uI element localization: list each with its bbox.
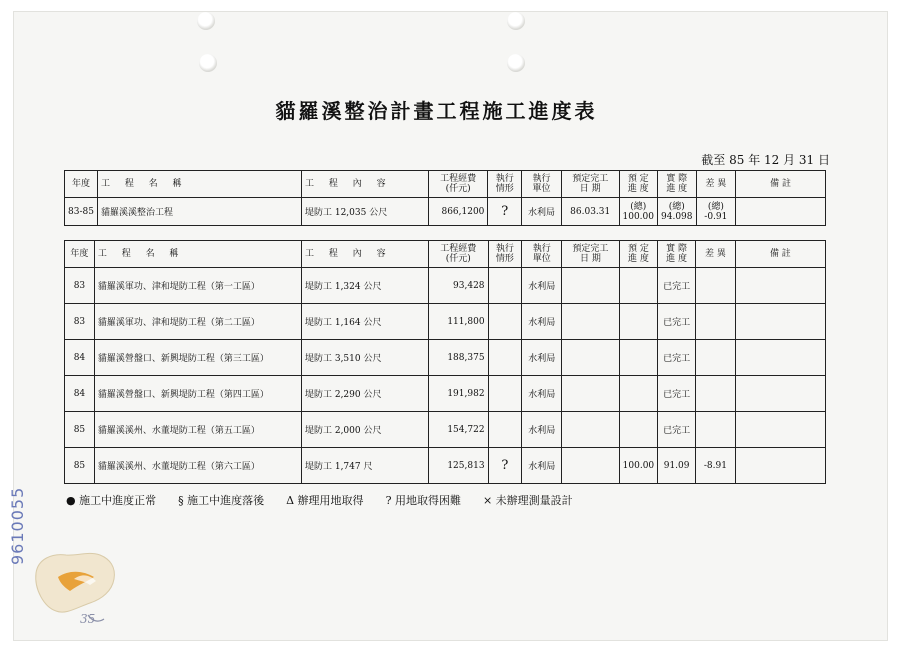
cell-content: 堤防工 1,164 公尺	[301, 304, 428, 340]
cell-budget: 191,982	[429, 376, 489, 412]
cell-budget: 154,722	[429, 412, 489, 448]
cell-year: 83-85	[65, 198, 98, 226]
header-diff: 差 異	[696, 241, 736, 268]
header-actual: 實 際 進 度	[658, 241, 696, 268]
cell-planned	[619, 340, 658, 376]
cell-year: 85	[65, 448, 95, 484]
cell-remark	[735, 268, 825, 304]
cell-diff	[696, 376, 736, 412]
cell-status	[488, 340, 522, 376]
cell-remark	[735, 304, 825, 340]
cell-content: 堤防工 3,510 公尺	[301, 340, 428, 376]
punch-hole	[197, 12, 215, 30]
header-budget: 工程經費 (仟元)	[429, 241, 489, 268]
cell-remark	[736, 198, 826, 226]
cell-actual: 已完工	[658, 268, 696, 304]
cell-unit: 水利局	[522, 412, 562, 448]
cell-due	[562, 448, 620, 484]
header-exec-unit: 執行 單位	[522, 171, 562, 198]
cell-status: ?	[488, 448, 522, 484]
cell-status	[488, 268, 522, 304]
table-row	[65, 304, 826, 340]
cell-due	[562, 412, 620, 448]
header-year: 年度	[65, 171, 98, 198]
header-exec-status: 執行 情形	[488, 241, 522, 268]
cell-budget: 111,800	[429, 304, 489, 340]
detail-rows	[65, 268, 826, 484]
table-row	[65, 340, 826, 376]
cell-name: 貓羅溪營盤口、新興堤防工程（第四工區）	[94, 376, 301, 412]
table-row	[65, 376, 826, 412]
cell-name: 貓羅溪溪州、水董堤防工程（第六工區）	[94, 448, 301, 484]
cell-diff	[696, 412, 736, 448]
summary-header-row	[65, 171, 826, 198]
cell-diff: -8.91	[696, 448, 736, 484]
cell-diff	[696, 268, 736, 304]
legend-item-no-survey: × 未辦理測量設計	[482, 494, 573, 507]
cell-diff	[696, 340, 736, 376]
cell-due	[562, 376, 620, 412]
cell-unit: 水利局	[522, 376, 562, 412]
cell-status	[488, 376, 522, 412]
cell-status	[488, 304, 522, 340]
header-name: 工 程 名 稱	[97, 171, 301, 198]
cell-year: 84	[65, 376, 95, 412]
cell-actual: 已完工	[658, 340, 696, 376]
cell-planned	[619, 412, 658, 448]
legend-item-land-acquisition: Δ 辦理用地取得	[286, 494, 364, 507]
table-row	[65, 412, 826, 448]
cell-due	[562, 340, 620, 376]
cell-content: 堤防工 12,035 公尺	[301, 198, 428, 226]
header-year: 年度	[65, 241, 95, 268]
cell-unit: 水利局	[522, 304, 562, 340]
cell-unit: 水利局	[522, 268, 562, 304]
cell-unit: 水利局	[522, 340, 562, 376]
header-content: 工 程 內 容	[301, 241, 428, 268]
cell-planned	[619, 268, 658, 304]
table-row	[65, 268, 826, 304]
cell-remark	[735, 340, 825, 376]
cell-unit: 水利局	[522, 448, 562, 484]
as-of-date: 截至 85 年 12 月 31 日	[701, 153, 830, 167]
cell-planned	[619, 304, 658, 340]
cell-budget: 93,428	[429, 268, 489, 304]
cell-content: 堤防工 1,747 尺	[301, 448, 428, 484]
summary-table	[64, 170, 826, 226]
header-remark: 備 註	[736, 171, 826, 198]
cell-content: 堤防工 1,324 公尺	[301, 268, 428, 304]
cell-remark	[735, 448, 825, 484]
cell-budget: 188,375	[429, 340, 489, 376]
cell-budget: 125,813	[429, 448, 489, 484]
cell-remark	[735, 376, 825, 412]
cell-name: 貓羅溪軍功、津和堤防工程（第二工區）	[94, 304, 301, 340]
document-title: 貓羅溪整治計畫工程施工進度表	[275, 99, 598, 123]
header-exec-unit: 執行 單位	[522, 241, 562, 268]
legend-item-land-difficulty: ? 用地取得困難	[385, 494, 461, 507]
cell-status	[488, 412, 522, 448]
cell-diff	[696, 304, 736, 340]
cell-due: 86.03.31	[561, 198, 619, 226]
archive-stamp-logo	[18, 515, 128, 640]
cell-year: 85	[65, 412, 95, 448]
cell-actual: 已完工	[658, 304, 696, 340]
punch-hole	[507, 12, 525, 30]
cell-remark	[735, 412, 825, 448]
punch-hole	[507, 54, 525, 72]
cell-name: 貓羅溪軍功、津和堤防工程（第一工區）	[94, 268, 301, 304]
cell-budget: 866,1200	[428, 198, 488, 226]
punch-hole	[199, 54, 217, 72]
handwritten-page-number: 35	[80, 612, 96, 626]
legend-item-normal: ● 施工中進度正常	[66, 494, 157, 507]
cell-name: 貓羅溪營盤口、新興堤防工程（第三工區）	[94, 340, 301, 376]
header-planned: 預 定 進 度	[619, 171, 658, 198]
legend-item-behind: § 施工中進度落後	[178, 494, 265, 507]
cell-status: ?	[488, 198, 522, 226]
cell-actual: 已完工	[658, 376, 696, 412]
cell-content: 堤防工 2,000 公尺	[301, 412, 428, 448]
header-remark: 備 註	[735, 241, 825, 268]
cell-actual: (總) 94.098	[658, 198, 697, 226]
summary-row	[65, 198, 826, 226]
cell-year: 84	[65, 340, 95, 376]
cell-name: 貓羅溪溪整治工程	[97, 198, 301, 226]
header-planned: 預 定 進 度	[619, 241, 658, 268]
header-due: 預定完工 日 期	[562, 241, 620, 268]
table-row	[65, 448, 826, 484]
archive-id: 9610055	[8, 486, 27, 565]
cell-content: 堤防工 2,290 公尺	[301, 376, 428, 412]
cell-due	[562, 268, 620, 304]
cell-year: 83	[65, 304, 95, 340]
cell-unit: 水利局	[522, 198, 562, 226]
cell-name: 貓羅溪溪州、水董堤防工程（第五工區）	[94, 412, 301, 448]
cell-year: 83	[65, 268, 95, 304]
cell-planned: (總) 100.00	[619, 198, 658, 226]
cell-diff: (總) -0.91	[696, 198, 736, 226]
cell-due	[562, 304, 620, 340]
detail-table	[64, 240, 826, 484]
header-diff: 差 異	[696, 171, 736, 198]
legend	[66, 492, 573, 508]
cell-planned	[619, 376, 658, 412]
header-budget: 工程經費 (仟元)	[428, 171, 488, 198]
cell-planned: 100.00	[619, 448, 658, 484]
header-content: 工 程 內 容	[301, 171, 428, 198]
header-name: 工 程 名 稱	[94, 241, 301, 268]
cell-actual: 已完工	[658, 412, 696, 448]
header-actual: 實 際 進 度	[658, 171, 697, 198]
cell-actual: 91.09	[658, 448, 696, 484]
header-due: 預定完工 日 期	[561, 171, 619, 198]
detail-header-row	[65, 241, 826, 268]
header-exec-status: 執行 情形	[488, 171, 522, 198]
